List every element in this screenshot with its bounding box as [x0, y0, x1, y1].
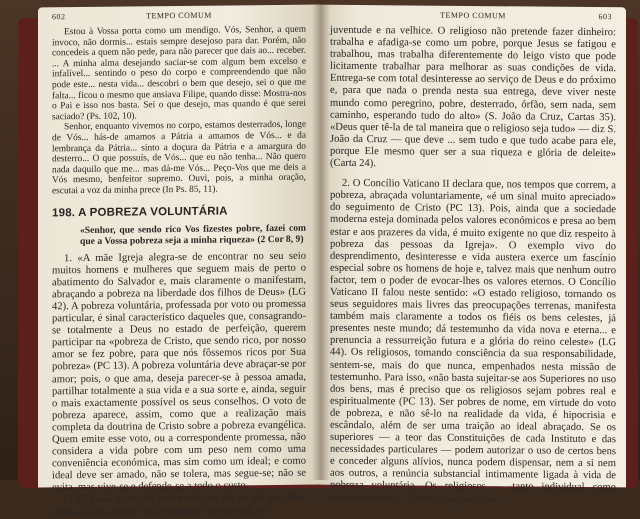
intro-paragraph-1: Estou à Vossa porta como um mendigo. Vós, Senhor, a quem invoco, não dormis... estais sempre desejoso para dar. Porém, não concedeis a quem não pede, para não parecer que dais ao... receber. ... A minha alma desejando saciar-se com algum bem excelso e infalível... sentindo o peso do corpo e compreendendo que não pode este... nesta vida... descobri o bem que desejo, sei o que me falta... ficou o mesmo que ansiava Filipe, quando disse: Mostra-nos o Pai e isso nos basta. Sei o que desejo, mas quando é que serei saciado? (Ps. 102, 10). — [52, 24, 306, 123]
right-page-header — [334, 9, 612, 23]
book-gutter-shadow — [312, 0, 330, 480]
section-heading: 198. A POBREZA VOLUNTÁRIA — [52, 204, 228, 219]
right-paragraph-1: juventude e na velhice. O religioso não pretende fazer dinheiro: trabalha e afadiga-se como um pobre, porque Jesus se fatigou e trabalhou, mas trabalha diferentemente do leigo visto que pode licitamente trabalhar para melhorar as suas condições de vida. Entrega-se com total desinteresse ao serviço de Deus e do próximo e, para que nada o prenda nesta sua entrega, deve viver neste mundo como peregrino, pobre, desterrado, órfão, sem nada, sem caminho, esperando tudo do alto» (S. João da Cruz, Cartas 35). «Deus quer tê-la de tal maneira que o religioso seja tudo» — diz S. João da Cruz — que deve ... sem tudo e que tudo acabe para ele, porque Ele mesmo quer ser a sua riqueza e glória de deleite» (Carta 24). — [330, 24, 616, 170]
intro-paragraph-2: Senhor, enquanto vivemos no corpo, estamos desterrados, longe de Vós... hás-de amamos a Pátria a amamos de Vós... e da lembrança da Pátria... sinto a doçura da Pátria e a amargura do desterro... O que possuís, de Vós... que eu não tenha... Não quero nada daquilo que me... mas dá-me Vós... Peço-Vos que me deis a Vós mesmo, benfeitor supremo. Ouvi, pois, a minha oração, escutai a voz da minha prece (In Ps. 85, 11). — [52, 120, 306, 197]
left-page-body — [52, 25, 306, 519]
left-paragraph-2: O religioso optou ser pobre não um dia ou um ano, mas todos os dias da sua vida, na saúde e na doença, na — [52, 492, 306, 518]
left-paragraph-1: 1. «A mãe Igreja alegra-se de encontrar no seu seio muitos homens e mulheres que seguem mais de perto o abatimento do Salvador e, mais claramente o manifestam, abraçando a pobreza na liberdade dos filhos de Deus» (LG 42). A pobreza voluntária, professada por voto ou promessa particular, é sinal característico daqueles que, consagrando-se totalmente a Deus no estado de perfeição, querem participar na «pobreza de Cristo, que sendo rico, por nosso amor se fez pobre, para que nós fôssemos ricos por Sua pobreza» (PC 13). A pobreza voluntária deve abraçar-se por amor; pois, o que ama, deseja parecer-se à pessoa amada, partilhar totalmente a sua vida e a sua sorte e, ainda, seguir o mais exactamente possível os seus conselhos. O voto de pobreza aparece, assim, como que a realização mais completa da doutrina de Cristo sobre a pobreza evangélica. Quem emite esse voto, ou a correspondente promessa, não considera a vida pobre com um peso nem como uma conveniência económica, mas sim como um ideal; e como ideal deve ser amado, não se tolera, mas segue-se; não se evita, mas vive-se e defende-se a todo o custo. — [52, 250, 306, 494]
epigraph: «Senhor, que sendo rico Vos fizestes pobre, fazei com que a Vossa pobreza seja a minha riqueza» (2 Cor 8, 9) — [80, 222, 306, 247]
right-page-number: 603 — [598, 12, 612, 22]
right-page-body — [330, 25, 616, 507]
left-running-head: TEMPO COMUM — [146, 10, 212, 21]
left-page-number: 602 — [52, 12, 66, 22]
right-running-head: TEMPO COMUM — [440, 10, 506, 21]
right-page — [320, 5, 626, 505]
left-page-header — [52, 9, 306, 24]
left-page — [38, 5, 320, 518]
right-paragraph-2: 2. O Concílio Vaticano II declara que, nos tempos que correm, a pobreza, abraçada voluntariamente, «é um sinal muito apreciado» do seguimento de Cristo (PC 13). Pois, ainda que a sociedade moderna esteja dominada pelos valores económicos e presa ao bem estar e aos prazeres da vida, é muito exigente no que diz respeito à pobreza das pessoas da Igreja». O exemplo vivo do desprendimento, desinteresse e vida austera exerce um fascínio especial sobre os homens de hoje e, talvez mais que nenhum outro factor, tem o poder de evocar-lhes os valores eternos. O Concílio Vaticano II falou neste sentido: «O estado religioso, tornando os seus seguidores mais livres das preocupações terrenas, manifesta também mais claramente a todos os fiéis os bens celestes, já presentes neste mundo; dá testemunho da vida nova e eterna... e prenuncia a ressurreição futura e a glória do reino celeste» (LG 44). Os religiosos, tomando consciência da sua responsabilidade, sentem-se, mais do que nunca, empenhados nesta missão de testemunho. Para isso, «não basta sujeitar-se aos Superiores no uso dos bens, mas é preciso que os religiosos sejam pobres real e espiritualmente (PC 13). Ser pobres de nome, em virtude do voto de pobreza, e não sê-lo na realidade da vida, é hipocrisia e escândalo, além de ser uma traição ao ideal abraçado. Se os superiores — a teor das Constituições de cada Instituto e das necessidades particulares — podem autorizar o uso de certos bens e conceder alguns alívios, nunca podem dispensar, nem a si nem aos outros, a renúncia substancial intimamente ligada à vida de pobreza voluntária. Os religiosos — tanto individual como colectivamente — devem comportar-se, — [330, 177, 616, 505]
